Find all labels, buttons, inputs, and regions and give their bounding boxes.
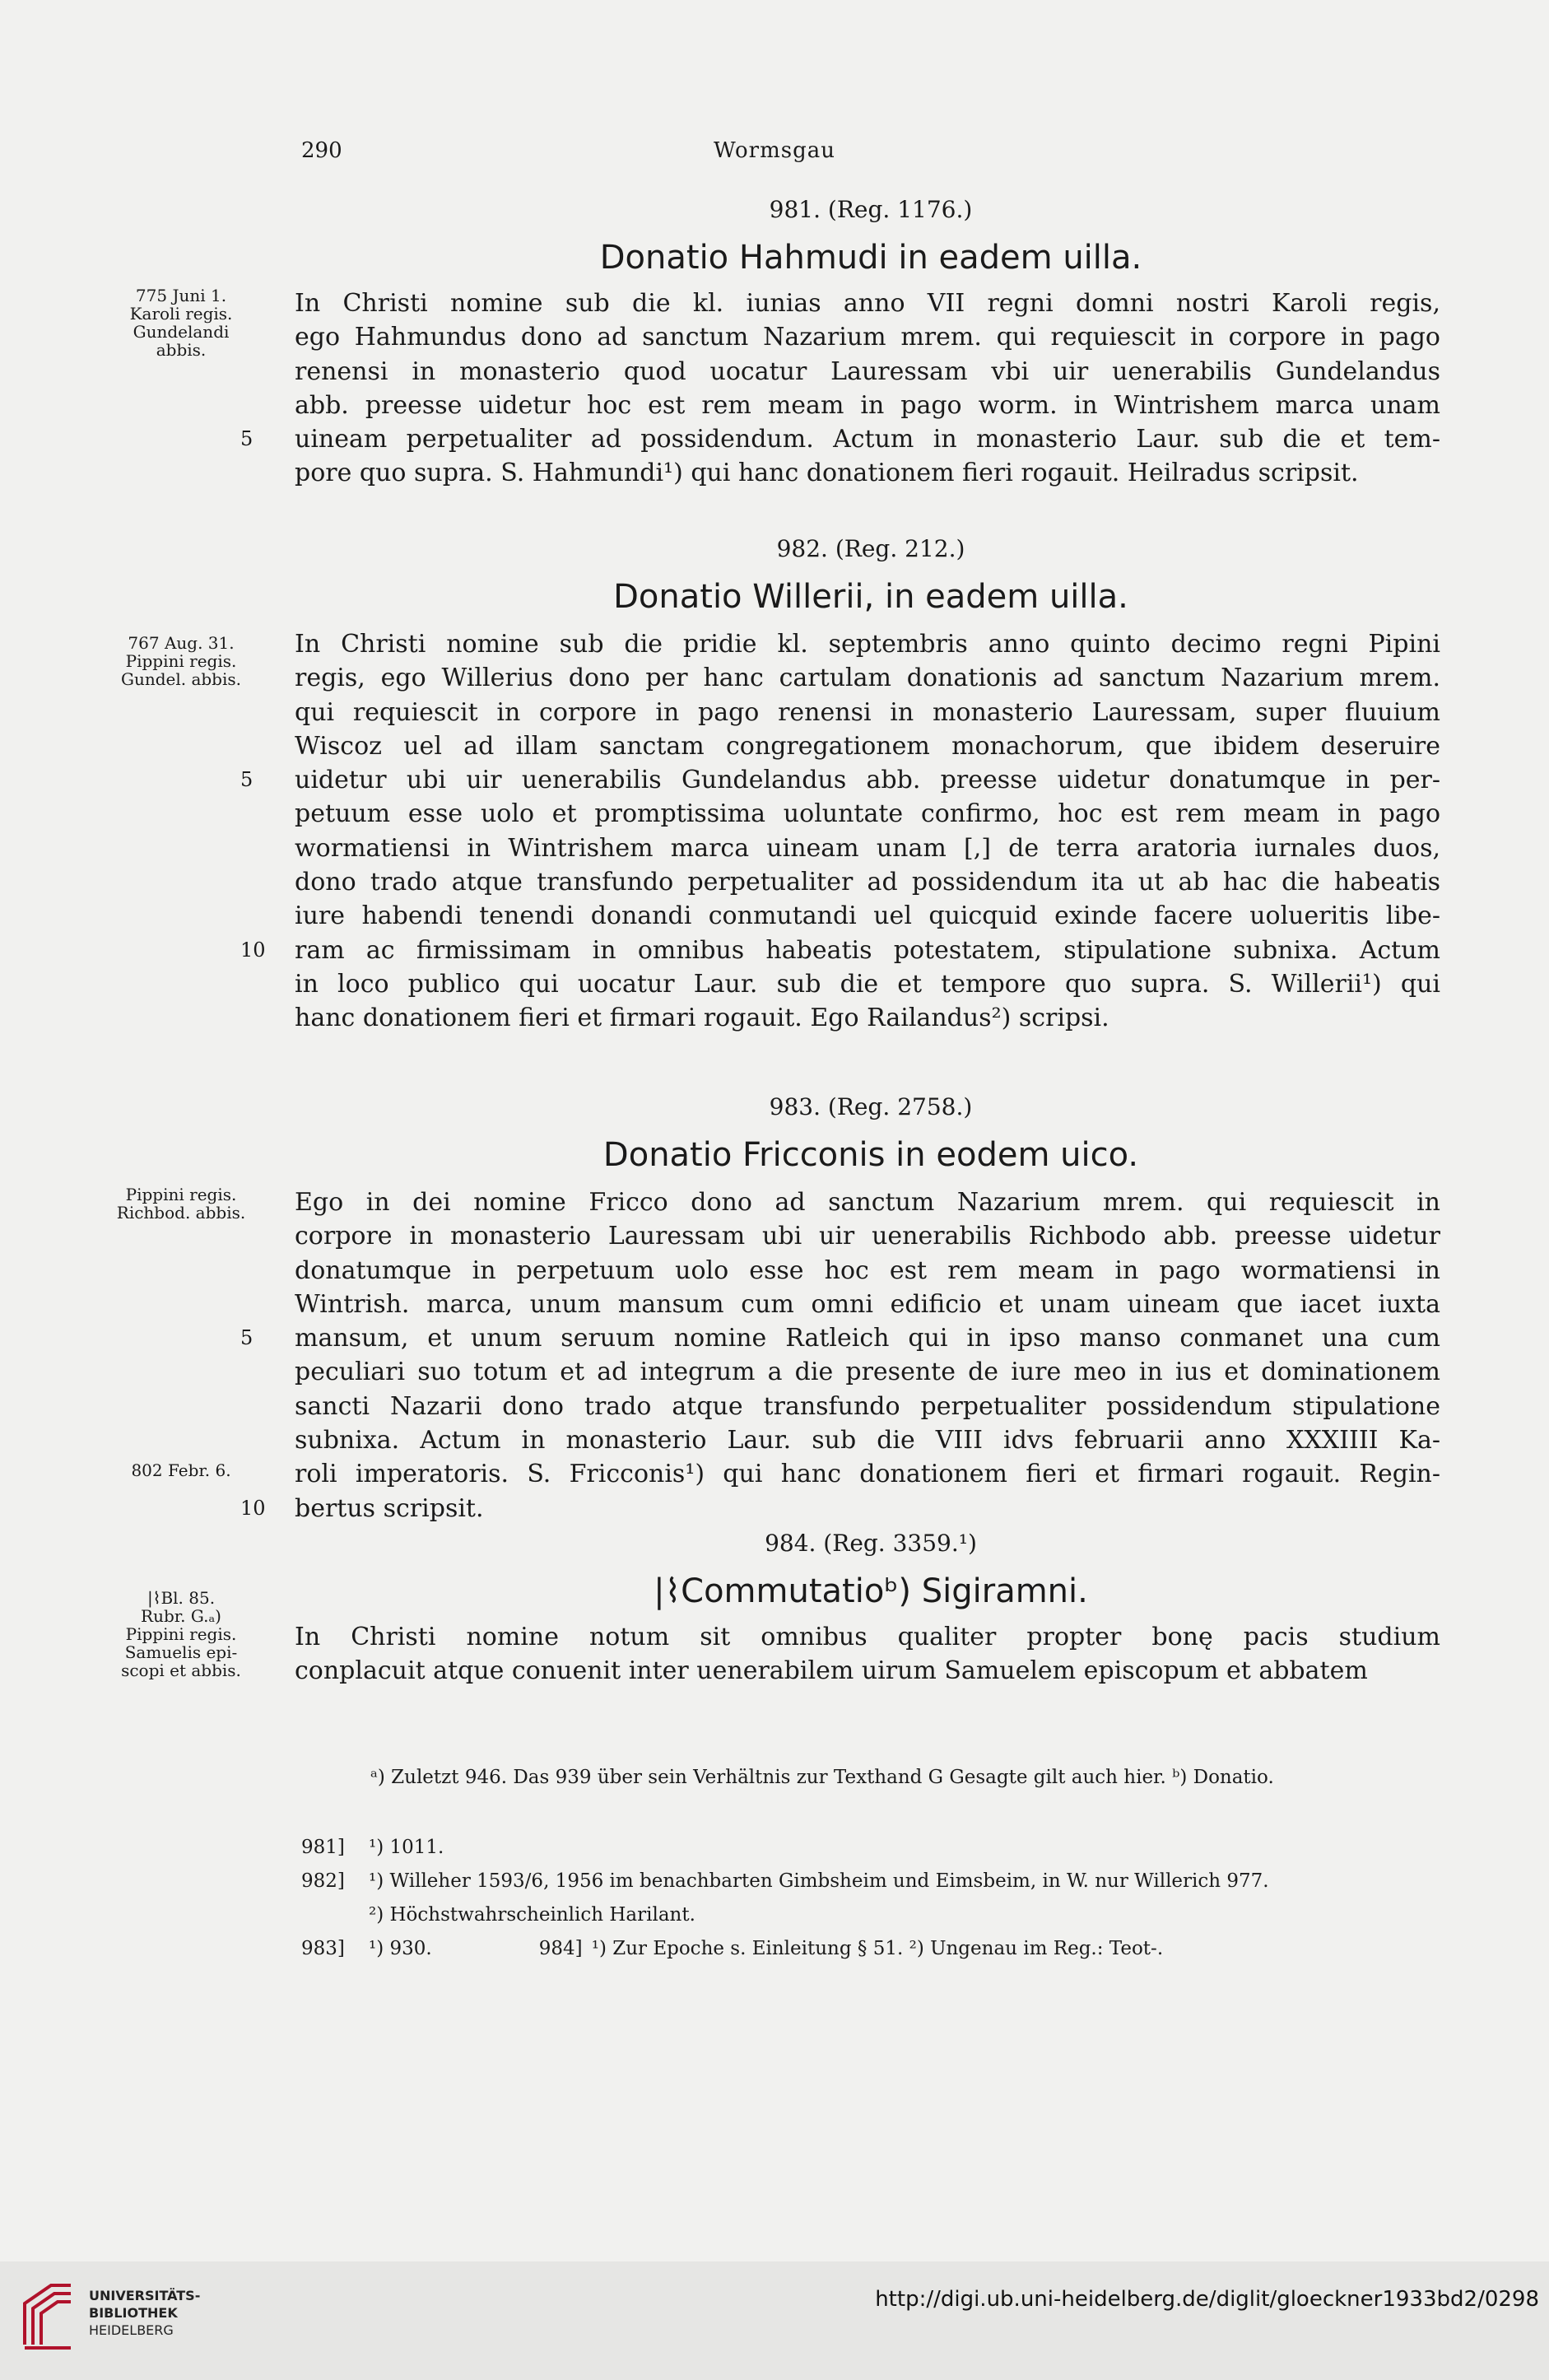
footnote-ref: 983] xyxy=(301,1938,345,1959)
text-line: regis, ego Willerius dono per hanc cartulam donationis ad sanctum Nazarium mrem. xyxy=(295,664,1440,693)
text-line: Wiscoz uel ad illam sanctam congregationem monachorum, que ibidem deseruire xyxy=(295,731,1440,761)
margin-note: |⌇Bl. 85. Rubr. G.ₐ) Pippini regis. Samuelis epi- scopi et abbis. xyxy=(121,1588,241,1680)
footnote-alpha: ᵃ) Zuletzt 946. Das 939 über sein Verhältnis zur Texthand G Gesagte gilt auch hier. ᵇ) Donatio. xyxy=(370,1767,1274,1788)
entry-heading: 982. (Reg. 212.) xyxy=(776,535,965,562)
text-line: bertus scripsit. xyxy=(295,1493,484,1523)
library-name-line2: BIBLIOTHEK xyxy=(89,2305,178,2321)
entry-text xyxy=(295,1185,1440,1525)
entry-heading: 983. (Reg. 2758.) xyxy=(769,1093,973,1120)
text-line: sancti Nazarii dono trado atque transfundo perpetualiter possidendum stipulatione xyxy=(295,1391,1440,1421)
text-line: ego Hahmundus dono ad sanctum Nazarium mrem. qui requiescit in corpore in pago xyxy=(295,323,1440,352)
entry-heading: 984. (Reg. 3359.¹) xyxy=(765,1530,977,1557)
library-logo-icon xyxy=(18,2279,77,2353)
footnote-ref: 982] xyxy=(301,1870,345,1892)
line-number: 5 xyxy=(240,768,254,792)
footnote-text: ¹) Zur Epoche s. Einleitung § 51. ²) Ungenau im Reg.: Teot-. xyxy=(591,1938,1164,1959)
footnote-row xyxy=(301,1898,1269,1932)
footnote-row xyxy=(301,1932,1269,1966)
footer-bar xyxy=(0,2261,1549,2380)
text-line: donatumque in perpetuum uolo esse hoc est rem meam in pago wormatiensi in xyxy=(295,1255,1440,1285)
text-line: ram ac firmissimam in omnibus habeatis potestatem, stipulatione subnixa. Actum xyxy=(295,935,1440,965)
running-head: Wormsgau xyxy=(714,138,835,163)
text-line: pore quo supra. S. Hahmundi¹) qui hanc donationem fieri rogauit. Heilradus scripsit. xyxy=(295,459,1359,488)
text-line: In Christi nomine sub die kl. iunias anno VII regni domni nostri Karoli regis, xyxy=(295,289,1440,318)
footnote-text: ¹) 1011. xyxy=(369,1837,444,1858)
footnote-text: ¹) 930. xyxy=(369,1938,432,1959)
entry-heading: 981. (Reg. 1176.) xyxy=(769,196,973,223)
text-line: In Christi nomine sub die pridie kl. septembris anno quinto decimo regni Pipini xyxy=(295,630,1440,659)
line-number: 10 xyxy=(240,938,266,962)
footnote-row xyxy=(301,1865,1269,1898)
margin-note: 767 Aug. 31. Pippini regis. Gundel. abbis. xyxy=(120,633,242,689)
entry-text xyxy=(295,286,1440,491)
page-header xyxy=(0,138,1549,171)
text-line: peculiari suo totum et ad integrum a die presente de iure meo in ius et dominationem xyxy=(295,1358,1440,1387)
text-line: wormatiensi in Wintrishem marca uineam unam [,] de terra aratoria iurnales duos, xyxy=(295,833,1440,863)
line-number: 10 xyxy=(240,1496,266,1520)
entry-title: Donatio Willerii, in eadem uilla. xyxy=(613,578,1128,616)
text-line: hanc donationem fieri et firmari rogauit. Ego Railandus²) scripsi. xyxy=(295,1004,1109,1033)
text-line: corpore in monasterio Lauressam ubi uir uenerabilis Richbodo abb. preesse uidetur xyxy=(295,1222,1440,1251)
text-line: uidetur ubi uir uenerabilis Gundelandus abb. preesse uidetur donatumque in per- xyxy=(295,766,1440,795)
text-line: Wintrish. marca, unum mansum cum omni edificio et unam uineam que iacet iuxta xyxy=(295,1289,1440,1319)
footnote-text: ²) Höchstwahrscheinlich Harilant. xyxy=(369,1904,695,1926)
source-url-link[interactable]: http://digi.ub.uni-heidelberg.de/diglit/gloeckner1933bd2/0298 xyxy=(875,2287,1539,2312)
margin-note: Pippini regis. Richbod. abbis. xyxy=(116,1185,246,1223)
text-line: In Christi nomine notum sit omnibus qualiter propter bonę pacis studium xyxy=(295,1623,1440,1651)
entry-title: |⌇Commutatioᵇ) Sigiramni. xyxy=(654,1572,1088,1610)
entry-text xyxy=(295,627,1440,1036)
text-line: mansum, et unum seruum nomine Ratleich qui in ipso manso conmanet una cum xyxy=(295,1324,1440,1353)
text-line: renensi in monasterio quod uocatur Lauressam vbi uir uenerabilis Gundelandus xyxy=(295,356,1440,386)
line-number: 5 xyxy=(240,427,254,451)
entry-title: Donatio Fricconis in eodem uico. xyxy=(602,1136,1139,1174)
footnote-ref: 984] xyxy=(538,1938,583,1959)
line-number: 5 xyxy=(240,1326,254,1350)
text-line: abb. preesse uidetur hoc est rem meam in pago worm. in Wintrishem marca unam xyxy=(295,390,1440,420)
library-name-line3: HEIDELBERG xyxy=(89,2322,174,2338)
text-line: uineam perpetualiter ad possidendum. Actum in monasterio Laur. sub die et tem- xyxy=(295,425,1440,454)
text-line: conplacuit atque conuenit inter uenerabilem uirum Samuelem episcopum et abbatem xyxy=(295,1656,1368,1686)
page-number: 290 xyxy=(301,138,342,163)
footnote-ref: 981] xyxy=(301,1837,345,1858)
text-line: roli imperatoris. S. Fricconis¹) qui hanc donationem fieri et firmari rogauit. Regin- xyxy=(295,1460,1440,1489)
text-line: petuum esse uolo et promptissima uoluntate confirmo, hoc est rem meam in pago xyxy=(295,799,1440,829)
text-line: Ego in dei nomine Fricco dono ad sanctum Nazarium mrem. qui requiescit in xyxy=(295,1188,1440,1217)
text-line: in loco publico qui uocatur Laur. sub die et tempore quo supra. S. Willerii¹) qui xyxy=(295,969,1440,999)
footnote-row xyxy=(301,1831,1269,1865)
library-name-line1: UNIVERSITÄTS- xyxy=(89,2288,201,2303)
text-line: qui requiescit in corpore in pago renensi in monasterio Lauressam, super fluuium xyxy=(295,697,1440,727)
entry-title: Donatio Hahmudi in eadem uilla. xyxy=(599,239,1142,277)
text-line: dono trado atque transfundo perpetualiter ad possidendum ita ut ab hac die habeatis xyxy=(295,868,1440,897)
footnotes xyxy=(301,1831,1269,1966)
footnote-text: ¹) Willeher 1593/6, 1956 im benachbarten Gimbsheim und Eimsbeim, in W. nur Willerich 977. xyxy=(369,1870,1269,1892)
margin-note-date: 802 Febr. 6. xyxy=(131,1460,231,1480)
entry-text xyxy=(295,1620,1440,1688)
text-line: iure habendi tenendi donandi conmutandi uel quicquid exinde facere uolueritis libe- xyxy=(295,901,1440,931)
library-name xyxy=(89,2287,200,2339)
margin-note: 775 Juni 1. Karoli regis. Gundelandi abbis. xyxy=(129,286,233,360)
text-line: subnixa. Actum in monasterio Laur. sub die VIII idvs februarii anno XXXIIII Ka- xyxy=(295,1426,1440,1455)
